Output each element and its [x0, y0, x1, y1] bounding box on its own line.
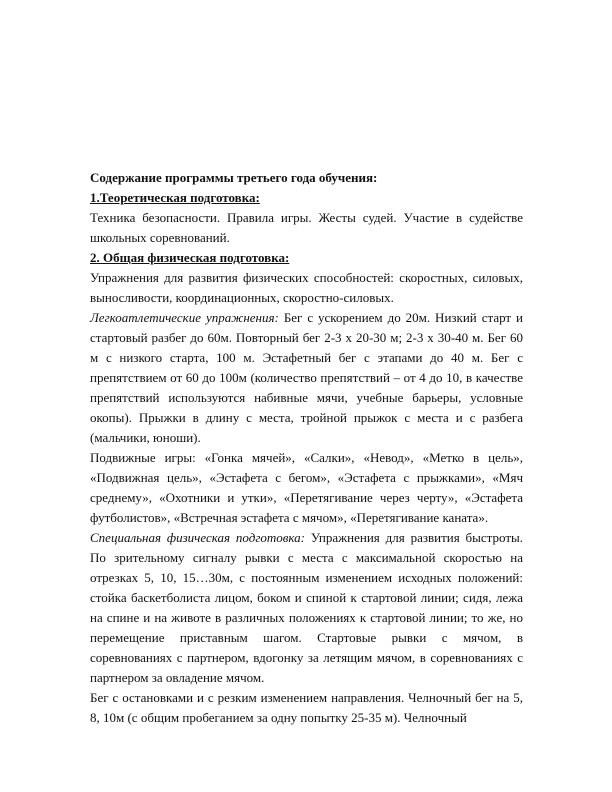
section-text-theory: Техника безопасности. Правила игры. Жесты судей. Участие в судействе школьных соревнований.	[90, 210, 523, 245]
athletics-lead: Легкоатлетические упражнения:	[90, 310, 279, 325]
athletics-text: Бег с ускорением до 20м. Низкий старт и стартовый разбег до 60м. Повторный бег 2-3 х 20-30 м; 2-3 х 30-40 м. Бег 60 м с низкого старта, 100 м. Эстафетный бег с этапами до 40 м. Бег с препятствием от 60 до 100м (количество препятствий – от 4 до 10, в качестве препятствий используются набивные мячи, учебные барьеры, условные окопы). Прыжки в длину с места, тройной прыжок с места и с разбега (мальчики, юноши).	[90, 310, 523, 445]
paragraph-athletics	[90, 308, 523, 448]
document-body	[90, 168, 523, 728]
special-training-lead: Специальная физическая подготовка:	[90, 530, 306, 545]
paragraph-games: Подвижные игры: «Гонка мячей», «Салки», «Невод», «Метко в цель», «Подвижная цель», «Эстафета с бегом», «Эстафета с прыжками», «Мяч среднему», «Охотники и утки», «Перетягивание через черту», «Эстафета футболистов», «Встречная эстафета с мячом», «Перетягивание каната».	[90, 450, 523, 525]
paragraph-abilities: Упражнения для развития физических способностей: скоростных, силовых, выносливости, координационных, скоростно-силовых.	[90, 270, 523, 305]
paragraph-special-training	[90, 528, 523, 688]
document-title: Содержание программы третьего года обучения:	[90, 170, 378, 185]
section-heading-theory: 1.Теоретическая подготовка:	[90, 190, 260, 205]
paragraph-shuttle-run: Бег с остановками и с резким изменением направления. Челночный бег на 5, 8, 10м (с общим пробеганием за одну попытку 25-35 м). Челночный	[90, 690, 523, 725]
section-heading-physical: 2. Общая физическая подготовка:	[90, 250, 290, 265]
special-training-text: Упражнения для развития быстроты. По зрительному сигналу рывки с места с максимальной скоростью на отрезках 5, 10, 15…30м, с постоянным изменением исходных положений: стойка баскетболиста лицом, боком и спиной к стартовой линии; сидя, лежа на спине и на животе в различных положениях к стартовой линии; то же, но перемещение приставным шагом. Стартовые рывки с мячом, в соревнованиях с партнером, вдогонку за летящим мячом, в соревнованиях с партнером за овладение мячом.	[90, 530, 523, 685]
